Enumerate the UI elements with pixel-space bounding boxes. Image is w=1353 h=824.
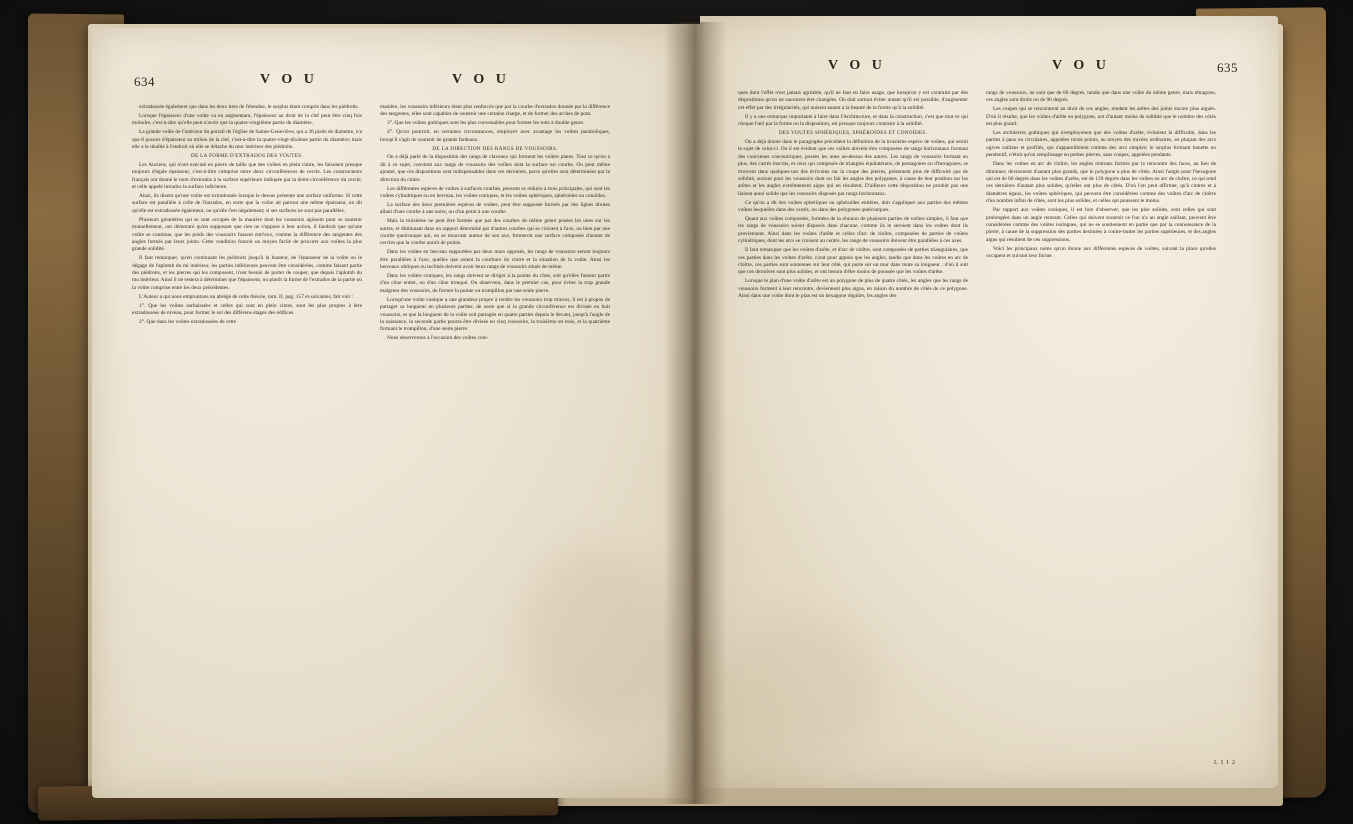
paragraph: Quant aux voûtes composées, formées de la réunion de plusieurs parties de voûtes simples, il faut que les rangs de voussoirs soient disposés dans chacune, comme ils le seroient dans les voûtes dont ils proviennent. Ainsi dans les voûtes d'arête et celles d'arc de cloître, composées de parties de voûtes cylindriques, dont les arcs se croisent au centre, les rangs de voussoirs doivent être parallèles à ces axes. xyxy=(738,216,968,245)
paragraph: 3°. Que les voûtes gothiques sont les plus convenables pour former les toits à double genre. xyxy=(387,120,585,127)
open-book xyxy=(28,6,1326,818)
right-page xyxy=(700,16,1278,788)
left-page xyxy=(92,28,692,798)
right-column-2 xyxy=(986,90,1216,302)
section-heading: DE LA DIRECTION DES RANGS DE VOUSSOIRS. xyxy=(432,145,558,152)
paragraph: La grande voûte de l'intérieur du portail de l'église de Sainte-Geneviève, qui a 36 pieds de diamètre, n'a que 8 pouces d'épaisseur au milieu de la clef, c'est-à-dire la quatre-vingt-dixième partie du diamètre; mais elle a le double à l'endroit où elle se détache du mur intérieur des piédroits. xyxy=(132,129,362,151)
paragraph: On a déjà parlé de la disposition des rangs de claveaux qui forment les voûtes plates. Tout ce qu'on a dit à ce sujet, convient aux rangs de voussoirs des voûtes dont la surface est courbe. On peut même ajouter, que ces dispositions sont indispensables dans ces dernières, parce qu'elles sont déterminées par la direction du cintre. xyxy=(380,154,610,183)
paragraph: Ce qu'on a dit des voûtes sphériques ou sphéroïdes entières, doit s'appliquer aux parties des mêmes voûtes lesquelles dans des carrés, ou dans des polygones quelconques. xyxy=(738,199,968,214)
signature-mark: L I I 2 xyxy=(1214,760,1236,766)
paragraph: manière, les voussoirs inférieurs étant plus renforcés que par la courbe d'extrados donnée par la différence des tangentes, elles sont capables de soutenir une certaine charge, et de former des arches de pont. xyxy=(380,104,610,118)
left-page-columns xyxy=(132,104,610,344)
paragraph: Par rapport aux voûtes coniques, il est bon d'observer, que les plus solides, sont celles qui sont prolongées dans un angle rentrant. Celles qui doivent soutenir ce l'on n'a un angle saillant, peuvent être considérées comme des voûtes isologues, qui ne se soutiennent en partie que par la connoissance de la pierre, à cause de la suppression des parties destinées à contre-butter les parties supérieures, et des angles aigus qui résultent de ces suppressions. xyxy=(986,207,1216,243)
paragraph: extradossée également que dans les deux tiers de l'étendue, le surplus étant compris dans les piédroits. xyxy=(139,104,359,110)
left-column-2 xyxy=(380,104,610,344)
paragraph: Lorsque l'épaisseur d'une voûte va en augmentant, l'épaisseur au droit de la clef peut être cinq fois moindre, c'est-à-dire qu'elle peut n'avoir que la quatre-vingtième partie du diamètre. xyxy=(132,112,362,127)
paragraph: Il faut remarquer, qu'en continuant les piédroits jusqu'à la hauteur, de l'épaisseur de la voûte ou le dégage de l'aplomb du mi intérieur, les parties inférieures peuvent être considérées, comme faisant partie des piédroits, et les pierres qui les composent, n'ont besoin de porter de couper, que depuis l'aplomb du mu intérieur. Ainsi il ne restera à déterminer que l'épaisseur, ou plutôt la forme de l'extrados de la partie où la voûte comprise entre les deux précédentes. xyxy=(132,255,363,291)
left-page-headword: V O U xyxy=(260,72,318,87)
left-page-folio: 634 xyxy=(134,74,155,89)
paragraph: Voici les principaux noms qu'on donne aux différentes espèces de voûtes, suivant la place qu'elles occupent et suivant leur forme. xyxy=(986,245,1216,260)
paper-stain xyxy=(522,548,672,728)
section-heading: DES VOUTES SPHÉRIQUES, SPHÉROÏDES ET CONOÏDES. xyxy=(778,130,928,137)
paragraph: Dans les voûtes en arc de cloître, les angles rentrans formés par la rencontre des faces, au lieu de diminuer, deviennent d'autant plus grands, que le polygone a plus de côtés. Ainsi l'angle pour l'hexagone qui est de 60 degrés dans les voûtes d'arête, est de 120 degrés dans les voûtes en arc de cloître, ce qui rend ces dernières d'autant plus solides, qu'elles ont plus de côtés. D'où l'on peut affirmer, qu'à cintres et à diamètres égaux, les voûtes sphériques, qui peuvent être considérées comme des voûtes d'arc de cloître d'un nombre infini de côtés, sont les plus solides, et celles qui poussent le moins. xyxy=(986,161,1216,205)
paragraph: Les architectes gothiques qui n'employoient que des voûtes d'arête, évitoient la difficulté, dans les parties à pans ou circulaires, appelées ronds points, au moyen des travées ordinaires, en plaçant des arcs ogives saillans et profilés, qui s'appareilloient comme des arcs simples; le surplus formant banette ou pendentif, n'étoit qu'un remplissage en petites pierres, sans coupes, appelées pendants. xyxy=(986,130,1216,159)
paragraph: Dans les voûtes en berceau supportées par deux murs opposés, les rangs de voussoirs seront toujours être parallèles à l'axe, quelles que soient la courbure du cintre et la situation de la voûte. Ainsi les berceaux obliques ou inclinés doivent avoir leurs rangs de voussoirs situés de même. xyxy=(380,249,610,271)
paragraph: rangs de voussoirs, ne sont que de 60 degrés, tandis que dans une voûte du même genre, mais tétragone, ces angles sont droits ou de 90 degrés. xyxy=(986,90,1216,104)
paragraph: La surface des deux premières espèces de voûtes, peut être supposée formée par des lignes droites allant d'une courbe à une autre, ou d'un point à une courbe. xyxy=(380,201,610,216)
right-page-headword: V O U xyxy=(828,58,886,73)
paragraph: Plusieurs géomètres qui se sont occupés de la manière dont les voussoirs agissent pour se soutenir mutuellement, ont démontré qu'en supposant que rien ne s'oppose à leur action, il faudroit que qu'une voûte se continue, que les poids des voussoirs fussent entr'eux, comme la différence des tangentes des angles formés par leurs joints. Cette condition fournit un moyen facile de procurer aux voûtes la plus grande solidité. xyxy=(132,216,362,253)
left-column-1 xyxy=(132,104,362,344)
paragraph: Les différentes espèces de voûtes à surfaces courbes, peuvent se réduire à trois principales, qui sont les voûtes cylindriques ou en berceau, les voûtes coniques, et les voûtes sphériques, sphéroïdes ou conoïdes. xyxy=(380,185,610,199)
paragraph: Il y a une remarque importante à faire dans l'Architecture, et dans la construction, c'est que tout ce qui choque l'œil par la forme ou la disposition, est presque toujours contraire à la solidité. xyxy=(738,113,968,128)
paragraph: L'Auteur a qui nous empruntons un abrégé de cette théorie, tom. II, pag. 157 et suivantes, fait voir : xyxy=(139,293,354,300)
paragraph: Les coupes qui se rencontrent au droit de ces angles, rendent les arêtes des joints encore plus aiguës. D'où il résulte, que les voûtes d'arête en polygone, ont d'autant moins de solidité que le nombre des côtés est plus grand. xyxy=(986,106,1216,128)
right-page-headword-2: V O U xyxy=(1052,58,1110,73)
right-page-columns xyxy=(738,90,1216,302)
paragraph: Il faut remarquer que les voûtes d'arête, et d'arc de cloître, sont composées de parties triangulaires, que ces parties dans les voûtes d'arête, n'ont pour appuis que les angles, tandis que dans les voûtes en arc de cloître, ces parties sont soutenues sur leur côté, qui porte sur un mur dans toute sa longueur : d'où il suit que ces dernières sont plus solides, et ont besoin d'être moins de poussée que les voûtes d'arête. xyxy=(738,247,968,276)
paragraph: Ainsi, ils disent qu'une voûte est extradossée lorsque le dessus présente une surface uniforme. Si cette surface est parallèle à celle de l'intrados, en sorte que la voûte ait partout une même épaisseur, on dit qu'elle est extradossée également, ou qu'elle l'est négalement; si ses surfaces ne sont pas parallèles. xyxy=(132,192,362,214)
paragraph: ques dont l'effet n'est jamais agréable, qu'il ne faut en faire usage, que lorsqu'on y est contraint par des dispositions qu'on ne sauroient être changées. On doit surtout éviter autant qu'il est possible, d'augmenter cet effet par des irrégularités, qui nuisent autant à la beauté de la forme qu'à la solidité. xyxy=(738,90,968,111)
paragraph: Lorsque le plan d'une voûte d'arête est un polygone de plus de quatre côtés, les angles que les rangs de voussoirs forment à leur rencontre, deviennent plus aigus, en raison du nombre de côtés de ce polygone. Ainsi dans une voûte dont le plan est un hexagone régulier, les angles des xyxy=(738,278,968,300)
paragraph: On a déjà donné dans le paragraphe précédent la définition de la troisième espèce de voûtes, qui seroit le sujet de celui-ci. On il est évident que ces voûtes doivent être composées de rangs horizontaux formant des couronnes concentriques, posées les unes au-dessus des autres. Les rangs de voussoirs formant en plus, des carrés inscrits, et ceux qui composés de triangles équilatéraux, de pentagones ou d'hexagones, se trouvent dans quelques-uns des écrivains sur la coupe des pierres, présentent plus de difficulté que de solidité, surtout pour les voussoirs dont on fait les angles des polygones, à cause de leur position sur les arêtes et les angles extrêmement aigus qui en résultent. D'ailleurs cette disposition ne produit pas une liaison aussi solide que les voussoirs disposés par rangs horizontaux. xyxy=(738,138,968,197)
paragraph: Les Anciens, qui n'ont exécuté en pierre de taille que des voûtes en plein cintre, les faisoient presque toujours d'égale épaisseur, c'est-à-dire comprise entre deux circonférences de cercle. Les constructeurs français ont donné le nom d'extrados à la surface supérieure indiquée par la demi-circonférence du cercle, et celle appelé intrados la surface inférieure. xyxy=(132,161,362,191)
paragraph: Nous observerons à l'occasion des voûtes coni- xyxy=(387,335,489,342)
paragraph: Dans les voûtes coniques, les rangs doivent se diriger à la pointe du cône, soit qu'elles fussent partie d'un cône entier, ou d'un cône tronqué. On observera, dans le premier cas, pour éviter la trop grande maigreur des voussoirs, de former la pointe ou trompillon par une seule pierre. xyxy=(380,273,610,294)
section-heading: DE LA FORME D'EXTRADOS DES VOUTES. xyxy=(191,152,303,159)
paragraph: Mais la troisième ne peut être formée que par des courbes de même genre posées les unes sur les autres, et diminuant dans un rapport déterminé par d'autres courbes qui se croisent à l'axe, ou bien par une courbe quelconque qui, en se mouvant autour de son axe, formeroit une surface composée d'autant de cercles que la courbe auroit de points. xyxy=(380,218,610,247)
paragraph: 2°. Que dans les voûtes extradossées de cette xyxy=(139,318,237,325)
right-page-folio: 635 xyxy=(1217,60,1238,75)
paragraph: 1°. Que les voûtes surbaissées et celles qui sont en plein cintre, sont les plus propres à être extradossées de niveau, pour former le sol des différens étages des édifices. xyxy=(132,302,362,317)
paragraph: Lorsqu'une voûte conique a une grandeur propre à rendre les voussoirs trop minces, il est à propos de partager sa longueur en plusieurs parties; de sorte que si la grande circonférence est divisée en huit voussoirs, et que la longueur de la voûte soit partagée en quatre parties depuis le devant, jusqu'à l'angle de la naissance, la seconde partie pourra être divisée en cinq voussoirs, la troisième en trois, et la quatrième formant le trompillon, d'une seule pierre. xyxy=(380,296,610,333)
paper-stain xyxy=(720,616,880,756)
right-column-1 xyxy=(738,90,968,302)
paragraph: 4°. Qu'on pourroit, en certaines circonstances, employer avec avantage les voûtes paraboliques, lorsqu'il s'agit de soutenir de grands fardeaux. xyxy=(380,129,610,143)
left-page-headword-2: V O U xyxy=(452,72,510,87)
